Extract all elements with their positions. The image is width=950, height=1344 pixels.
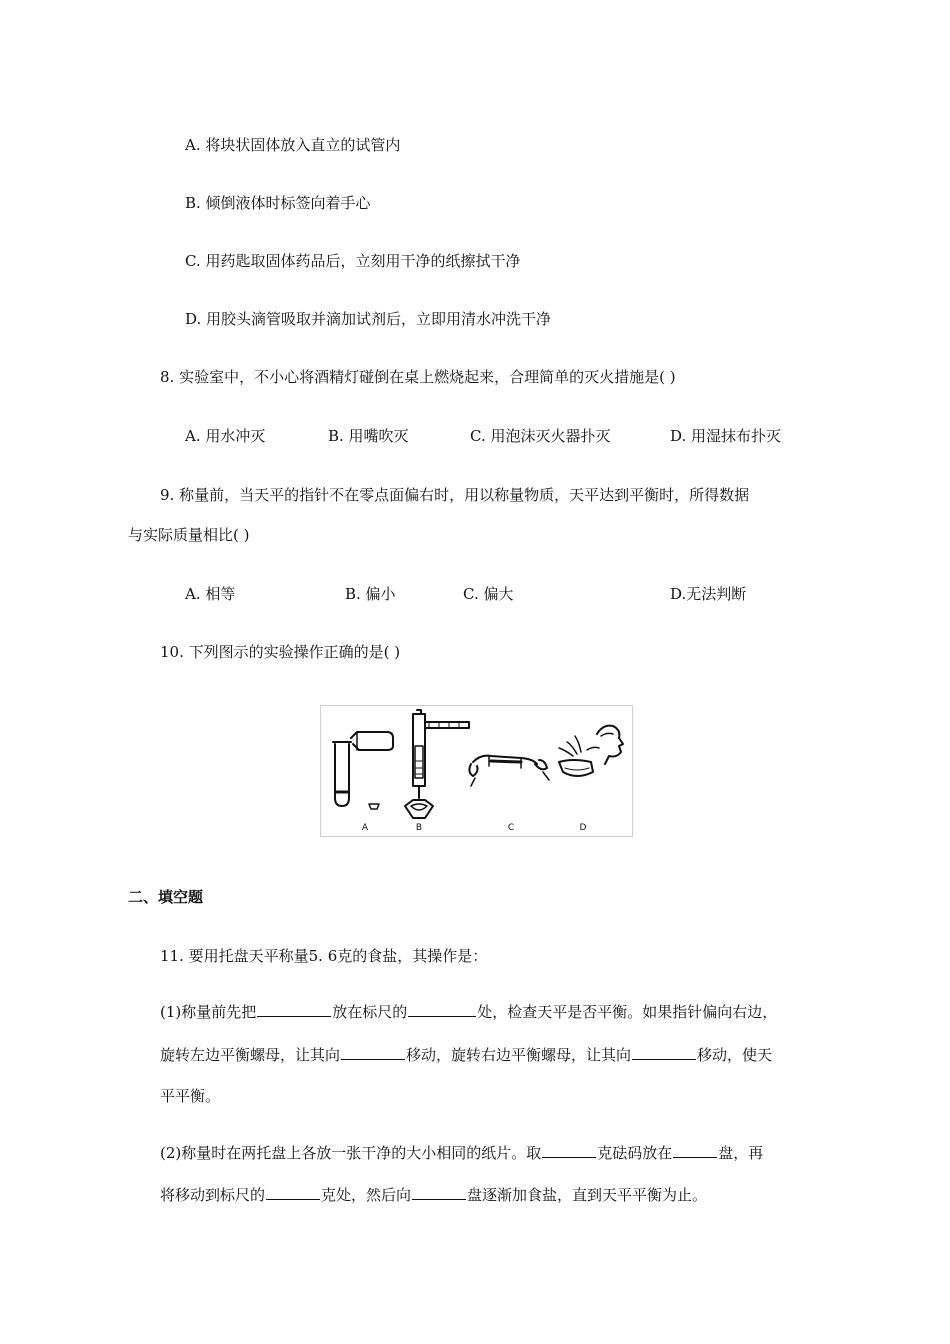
answer-blank[interactable] <box>542 1156 596 1158</box>
q11-p1-text-6: 移动，使天 <box>697 1046 773 1064</box>
lab-operations-drawing <box>321 706 632 836</box>
answer-blank[interactable] <box>266 1198 320 1200</box>
q9-option-d: D.无法判断 <box>670 585 747 603</box>
q11-p1-text-4: 旋转左边平衡螺母，让其向 <box>160 1046 341 1064</box>
q10-stem: 10. 下列图示的实验操作正确的是( ) <box>160 643 401 661</box>
q8-option-b: B. 用嘴吹灭 <box>328 427 409 445</box>
q11-p2-line2 <box>160 1184 707 1205</box>
figure-label-c: C <box>507 823 515 833</box>
figure-c-hands-tube-icon <box>469 756 549 786</box>
q9-option-c: C. 偏大 <box>463 585 514 603</box>
answer-blank[interactable] <box>632 1058 696 1060</box>
q8-option-d: D. 用湿抹布扑灭 <box>670 427 782 445</box>
q9-stem-line2: 与实际质量相比( ) <box>128 526 250 544</box>
answer-blank[interactable] <box>341 1058 405 1060</box>
q11-p2-text-1: (2)称量时在两托盘上各放一张干净的大小相同的纸片。取 <box>160 1144 542 1162</box>
q7-option-c: C. 用药匙取固体药品后，立刻用干净的纸擦拭干净 <box>185 252 521 270</box>
q7-option-a: A. 将块状固体放入直立的试管内 <box>185 136 401 154</box>
q9-option-b: B. 偏小 <box>345 585 396 603</box>
q11-p1-line3: 平平衡。 <box>160 1087 221 1105</box>
figure-b-burette-stand-icon <box>405 710 469 818</box>
q8-stem: 8. 实验室中，不小心将酒精灯碰倒在桌上燃烧起来，合理简单的灭火措施是( ) <box>160 368 676 386</box>
q9-option-a: A. 相等 <box>185 585 236 603</box>
lab-operations-figure <box>320 705 633 837</box>
q11-stem: 11. 要用托盘天平称量5. 6克的食盐，其操作是： <box>160 947 488 965</box>
section-title: 二、填空题 <box>128 888 204 906</box>
q11-p2-text-4: 将移动到标尺的 <box>160 1186 266 1204</box>
answer-blank[interactable] <box>412 1198 466 1200</box>
q11-p1-line2 <box>160 1044 772 1065</box>
figure-label-b: B <box>415 823 423 833</box>
q7-option-b: B. 倾倒液体时标签向着手心 <box>185 194 371 212</box>
q7-option-d: D. 用胶头滴管吸取并滴加试剂后，立即用清水冲洗干净 <box>185 310 552 328</box>
q11-p1-text-2: 放在标尺的 <box>332 1003 408 1021</box>
answer-blank[interactable] <box>673 1156 717 1158</box>
q11-p1-line1 <box>160 1001 777 1022</box>
q11-p1-text-1: (1)称量前先把 <box>160 1003 257 1021</box>
q11-p2-line1 <box>160 1142 763 1163</box>
q11-p2-text-6: 盘逐渐加食盐，直到天平平衡为止。 <box>467 1186 708 1204</box>
figure-a-test-tube-icon <box>333 732 393 809</box>
q9-stem-line1: 9. 称量前，当天平的指针不在零点面偏右时，用以称量物质，天平达到平衡时，所得数据 <box>160 486 750 504</box>
figure-label-a: A <box>361 823 369 833</box>
figure-label-d: D <box>579 823 587 833</box>
q11-p1-text-3: 处，检查天平是否平衡。如果指针偏向右边， <box>477 1003 778 1021</box>
q11-p1-text-5: 移动，旋转右边平衡螺母，让其向 <box>406 1046 632 1064</box>
answer-blank[interactable] <box>257 1015 331 1017</box>
q8-option-a: A. 用水冲灭 <box>185 427 266 445</box>
q8-option-c: C. 用泡沫灭火器扑灭 <box>470 427 611 445</box>
q11-p2-text-3: 盘，再 <box>718 1144 764 1162</box>
q11-p2-text-2: 克砝码放在 <box>597 1144 673 1162</box>
figure-d-smell-bowl-icon <box>559 726 623 776</box>
answer-blank[interactable] <box>408 1015 476 1017</box>
q11-p2-text-5: 克处，然后向 <box>321 1186 412 1204</box>
